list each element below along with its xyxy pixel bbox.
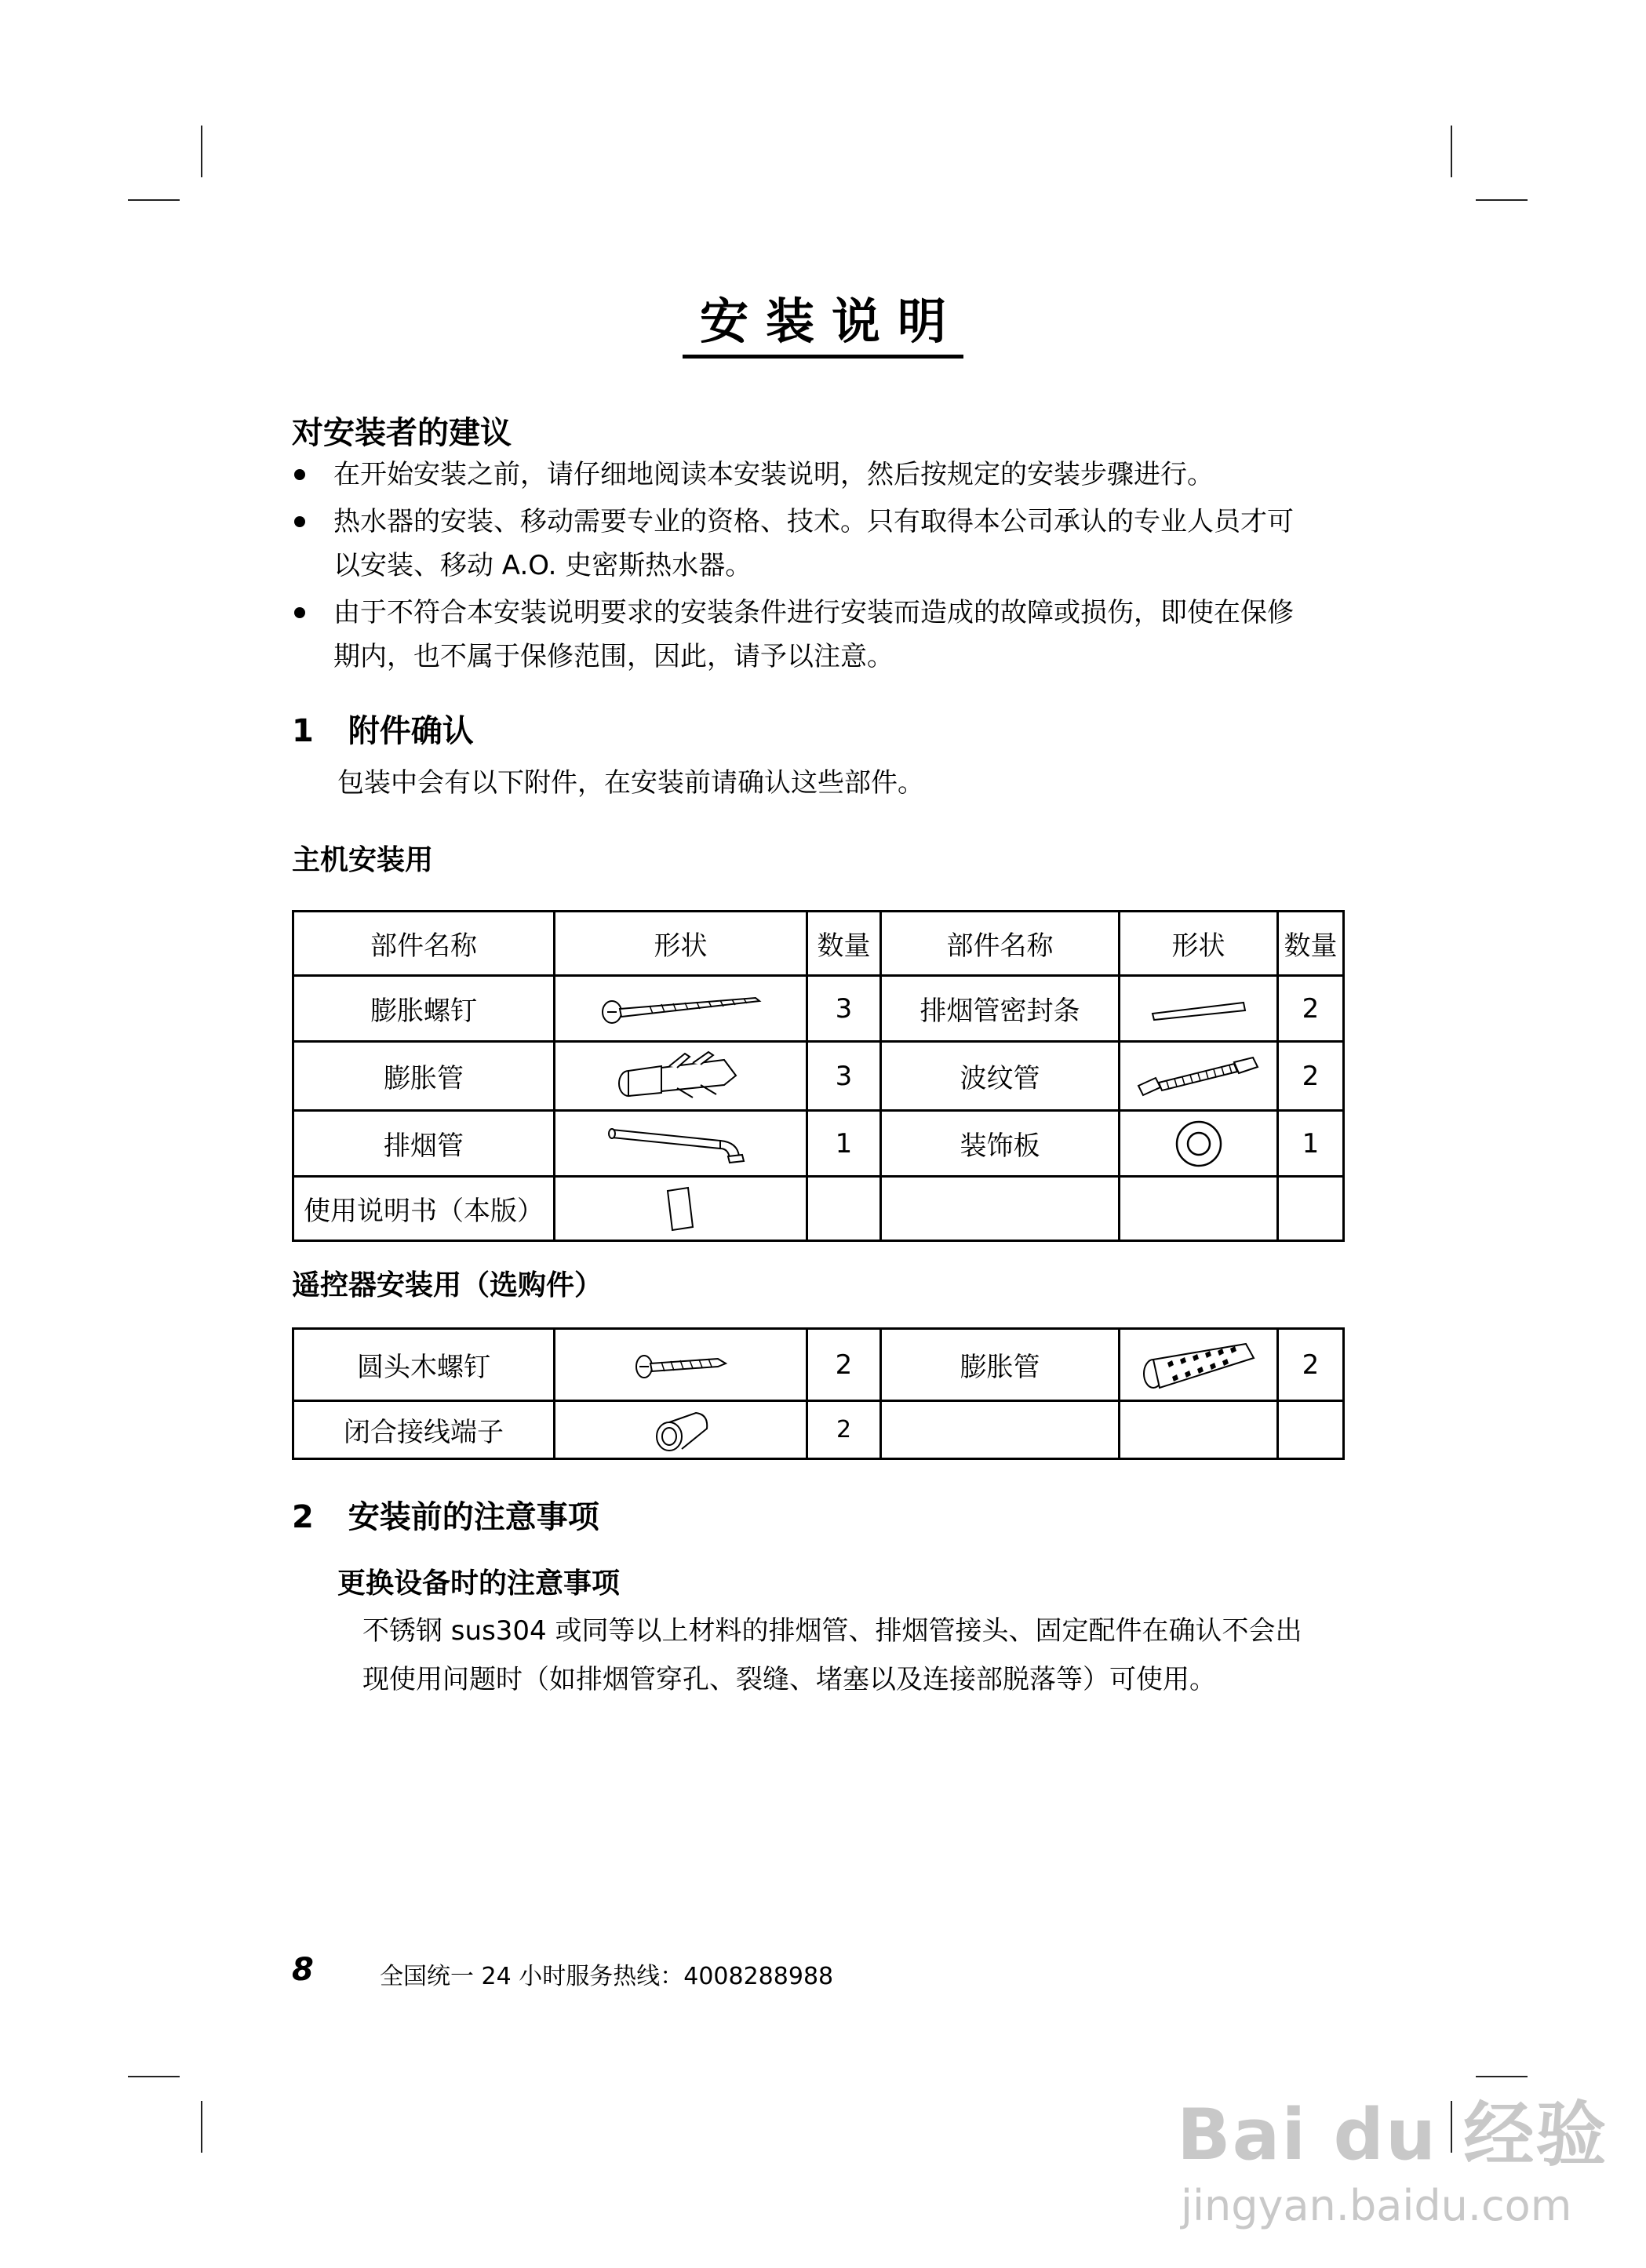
table-row: [293, 1329, 1344, 1401]
terminal-cap-icon: [646, 1405, 716, 1455]
exhaust-pipe-icon: [603, 1122, 759, 1166]
section-2-body: 不锈钢 sus304 或同等以上材料的排烟管、排烟管接头、固定配件在确认不会出 现使用问题时（如排烟管穿孔、裂缝、堵塞以及连接部脱落等）可使用。: [362, 1615, 1302, 1695]
part-shape: [1120, 1111, 1278, 1177]
part-shape: [1120, 1401, 1278, 1459]
part-qty: 1: [807, 1111, 881, 1177]
part-name: [881, 1401, 1120, 1459]
part-qty: 2: [807, 1329, 881, 1401]
table-row: [293, 1177, 1344, 1241]
seal-strip-icon: [1148, 993, 1250, 1025]
part-shape: [555, 1329, 807, 1401]
part-shape: [1120, 1042, 1278, 1111]
part-name: 波纹管: [881, 1042, 1120, 1111]
crop-mark: [201, 2101, 202, 2153]
part-name: 闭合接线端子: [293, 1401, 555, 1459]
part-shape: [555, 1111, 807, 1177]
hotline-text: 全国统一 24 小时服务热线：4008288988: [380, 1963, 834, 1990]
part-shape: [1120, 976, 1278, 1042]
part-name: 膨胀管: [881, 1329, 1120, 1401]
anchor-icon: [1136, 1338, 1262, 1392]
part-shape: [555, 976, 807, 1042]
manual-icon: [661, 1183, 701, 1235]
part-qty: 2: [1278, 976, 1344, 1042]
part-qty: [807, 1177, 881, 1241]
watermark-logo: Bai du 经验: [1177, 2094, 1608, 2176]
part-shape: [1120, 1329, 1278, 1401]
part-name: 装饰板: [881, 1111, 1120, 1177]
part-shape: [555, 1401, 807, 1459]
table-row: [293, 1042, 1344, 1111]
corrugated-pipe-icon: [1132, 1054, 1265, 1098]
part-shape: [1120, 1177, 1278, 1241]
advice-bullet-2: 热水器的安装、移动需要专业的资格、技术。只有取得本公司承认的专业人员才可 以安装、移动 A.O. 史密斯热水器。: [333, 506, 1294, 581]
part-qty: [1278, 1401, 1344, 1459]
page-title: 安装说明: [0, 282, 1646, 352]
table-header-row: [293, 912, 1344, 976]
part-name: 膨胀螺钉: [293, 976, 555, 1042]
section-1-intro: 包装中会有以下附件，在安装前请确认这些部件。: [337, 767, 924, 799]
part-qty: 2: [807, 1401, 881, 1459]
section-1-heading: [292, 706, 474, 751]
main-parts-table: [292, 910, 1345, 1242]
crop-mark: [201, 126, 202, 177]
advice-bullet-1: 在开始安装之前，请仔细地阅读本安装说明，然后按规定的安装步骤进行。: [333, 459, 1214, 490]
header-cell: 形状: [1120, 912, 1278, 976]
part-qty: [1278, 1177, 1344, 1241]
section-2-heading: [292, 1492, 599, 1537]
part-qty: 3: [807, 976, 881, 1042]
header-cell: 部件名称: [293, 912, 555, 976]
part-name: 膨胀管: [293, 1042, 555, 1111]
page-number: 8: [292, 1952, 314, 1988]
table-row: [293, 1111, 1344, 1177]
section-title: 附件确认: [348, 713, 474, 749]
section-title: 安装前的注意事项: [348, 1499, 599, 1535]
main-install-label: 主机安装用: [292, 844, 434, 876]
part-qty: 2: [1278, 1042, 1344, 1111]
crop-mark: [128, 199, 180, 201]
header-cell: 数量: [1278, 912, 1344, 976]
remote-parts-table: [292, 1327, 1345, 1460]
wood-screw-icon: [630, 1348, 732, 1382]
part-name: 排烟管: [293, 1111, 555, 1177]
advice-heading: 对安装者的建议: [292, 415, 512, 451]
part-shape: [555, 1042, 807, 1111]
part-name: 圆头木螺钉: [293, 1329, 555, 1401]
expansion-tube-icon: [606, 1049, 756, 1104]
section-number: 2: [292, 1499, 314, 1535]
expansion-screw-icon: [595, 992, 767, 1026]
bullet-dot: [294, 516, 305, 527]
table-row: [293, 976, 1344, 1042]
part-name: 排烟管密封条: [881, 976, 1120, 1042]
bullet-dot: [294, 607, 305, 618]
watermark-url: jingyan.baidu.com: [1181, 2181, 1572, 2230]
bullet-dot: [294, 469, 305, 480]
crop-mark: [1476, 199, 1528, 201]
part-shape: [555, 1177, 807, 1241]
part-name: 使用说明书（本版）: [293, 1177, 555, 1241]
part-qty: 2: [1278, 1329, 1344, 1401]
section-number: 1: [292, 713, 314, 749]
part-name: [881, 1177, 1120, 1241]
section-2-subheading: 更换设备时的注意事项: [337, 1567, 621, 1600]
part-qty: 1: [1278, 1111, 1344, 1177]
header-cell: 数量: [807, 912, 881, 976]
header-cell: 部件名称: [881, 912, 1120, 976]
decorative-plate-icon: [1171, 1116, 1226, 1171]
header-cell: 形状: [555, 912, 807, 976]
part-qty: 3: [807, 1042, 881, 1111]
advice-bullet-3: 由于不符合本安装说明要求的安装条件进行安装而造成的故障或损伤，即使在保修 期内，也不属于保修范围，因此，请予以注意。: [333, 597, 1294, 672]
crop-mark: [128, 2076, 180, 2077]
remote-install-label: 遥控器安装用（选购件）: [292, 1269, 603, 1301]
crop-mark: [1451, 126, 1452, 177]
table-row: [293, 1401, 1344, 1459]
